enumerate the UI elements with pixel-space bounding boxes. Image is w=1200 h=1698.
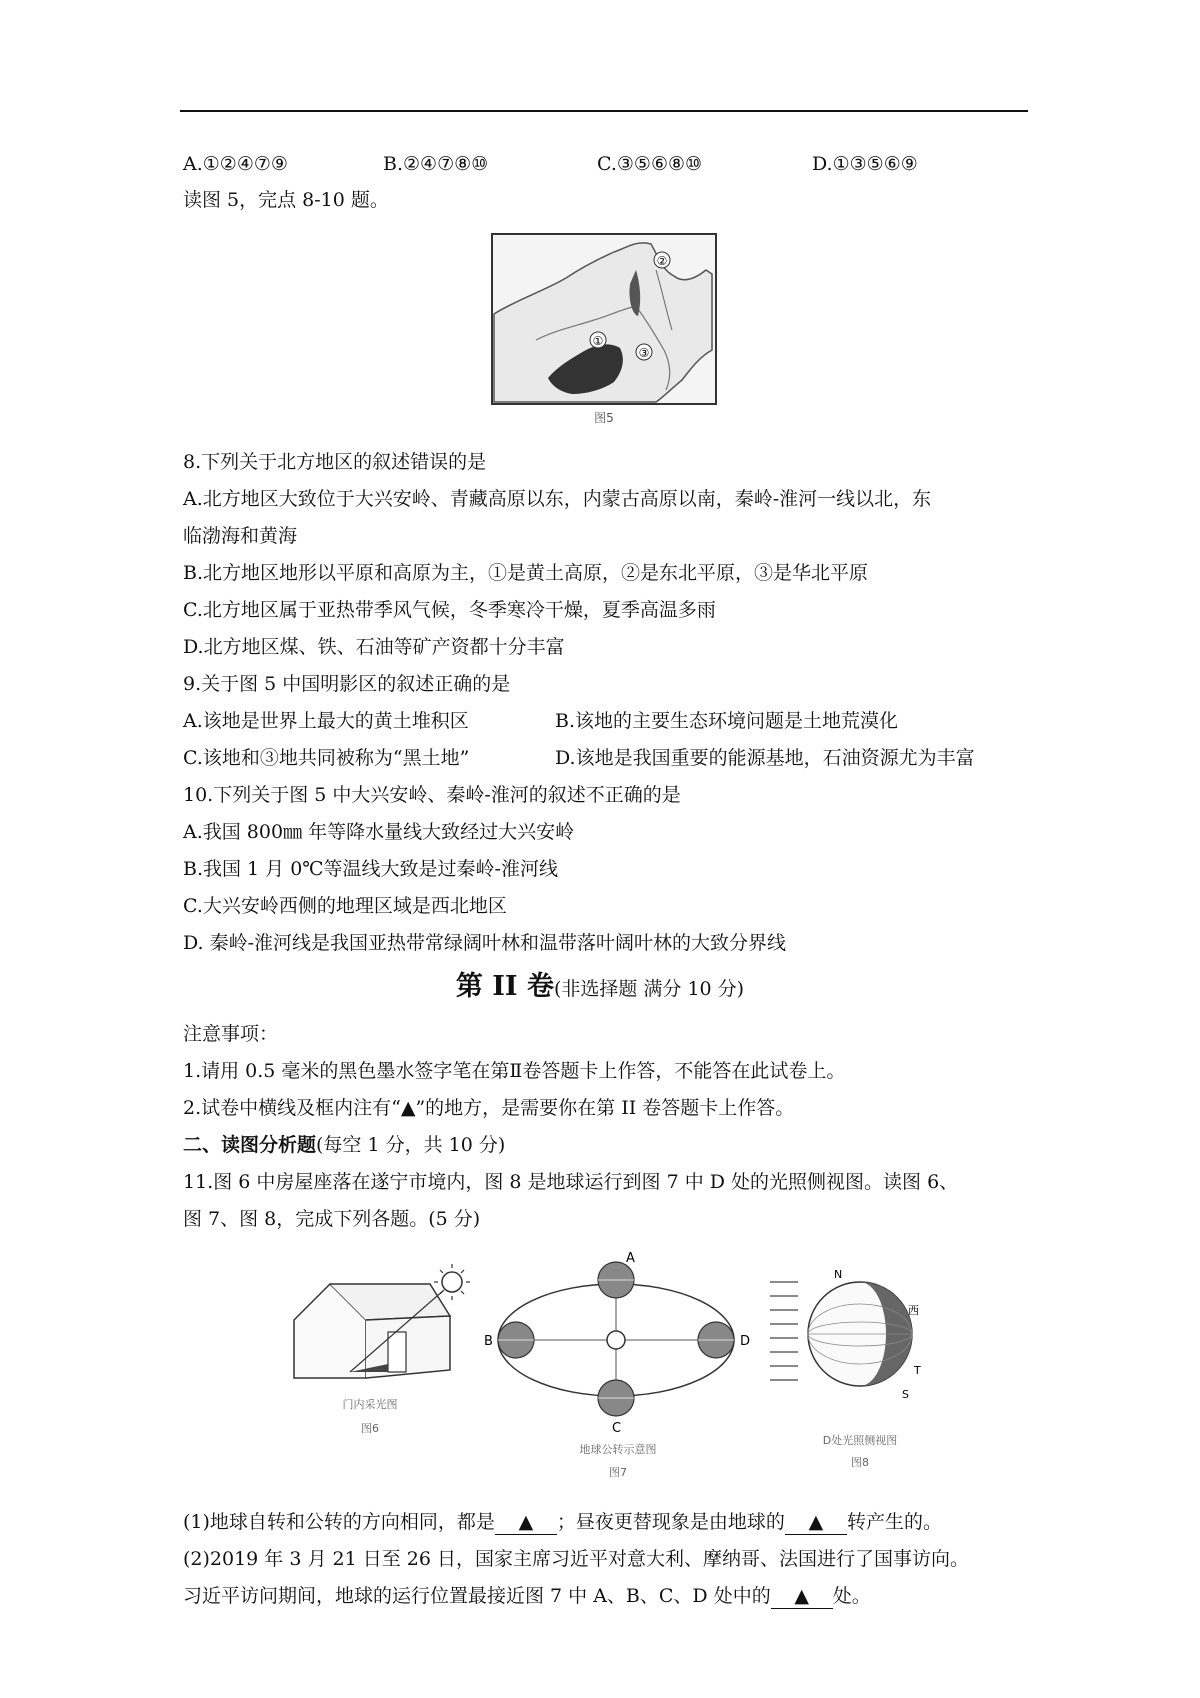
sub-question-2-line2 — [183, 1584, 871, 1609]
option-a: A.①②④⑦⑨ — [183, 153, 288, 175]
q8-option-a-line1: A.北方地区大致位于大兴安岭、青藏高原以东，内蒙古高原以南，秦岭-淮河一线以北，东 — [183, 488, 932, 510]
fig8-mark-west: 西 — [908, 1304, 919, 1317]
note-2: 2.试卷中横线及框内注有“▲”的地方，是需要你在第 II 卷答题卡上作答。 — [183, 1097, 795, 1119]
q9-option-d: D.该地是我国重要的能源基地，石油资源尤为丰富 — [555, 747, 975, 769]
q8-option-b: B.北方地区地形以平原和高原为主，①是黄土高原，②是东北平原，③是华北平原 — [183, 562, 869, 584]
fig6-label: 门内采光图 — [342, 1398, 398, 1411]
fig5-label-1: ② — [656, 254, 668, 268]
fig8-mark-t: T — [914, 1364, 921, 1377]
q8-option-a-line2: 临渤海和黄海 — [183, 525, 298, 547]
sub2-line2b: 处。 — [832, 1585, 871, 1607]
q9-option-c: C.该地和③地共同被称为“黑土地” — [183, 747, 470, 769]
option-c: C.③⑤⑥⑧⑩ — [597, 153, 703, 175]
fig7-point-b: B — [484, 1334, 493, 1349]
section-2-title-big: 第 II 卷 — [455, 971, 554, 1002]
fig5-label-3: ③ — [638, 346, 650, 360]
section-2-title — [0, 964, 1200, 1003]
q9-stem: 9.关于图 5 中国明影区的叙述正确的是 — [183, 673, 511, 695]
sub1-blank-1[interactable]: ▲ — [495, 1510, 557, 1535]
q8-option-c: C.北方地区属于亚热带季风气候，冬季寒冷干燥，夏季高温多雨 — [183, 599, 716, 621]
part-2-heading-rest: (每空 1 分，共 10 分) — [316, 1134, 506, 1156]
q11-line2: 图 7、图 8，完成下列各题。(5 分) — [183, 1208, 481, 1230]
fig5-map — [486, 230, 722, 430]
note-1: 1.请用 0.5 毫米的黑色墨水签字笔在第Ⅱ卷答题卡上作答，不能答在此试卷上。 — [183, 1060, 846, 1082]
sub1-part3: 转产生的。 — [846, 1511, 942, 1533]
fig5-caption: 图5 — [594, 411, 614, 425]
sub1-part1: (1)地球自转和公转的方向相同，都是 — [183, 1511, 495, 1533]
header-rule — [180, 110, 1028, 112]
sub1-part2: ；昼夜更替现象是由地球的 — [556, 1511, 785, 1533]
option-d: D.①③⑤⑥⑨ — [812, 153, 918, 175]
fig7-point-a: A — [626, 1251, 635, 1266]
sub2-blank[interactable]: ▲ — [771, 1584, 833, 1609]
fig8-label: D处光照侧视图 — [822, 1434, 898, 1447]
fig5-intro: 读图 5，完点 8-10 题。 — [183, 189, 389, 211]
fig7-label: 地球公转示意图 — [579, 1443, 657, 1456]
q8-stem: 8.下列关于北方地区的叙述错误的是 — [183, 451, 487, 473]
q9-option-b: B.该地的主要生态环境问题是土地荒漠化 — [555, 710, 899, 732]
fig7-point-d: D — [740, 1334, 751, 1349]
q9-option-a: A.该地是世界上最大的黄土堆积区 — [183, 710, 469, 732]
q10-option-a: A.我国 800㎜ 年等降水量线大致经过大兴安岭 — [183, 821, 575, 843]
q10-option-d: D. 秦岭-淮河线是我国亚热带常绿阔叶林和温带落叶阔叶林的大致分界线 — [183, 932, 787, 954]
fig6-house-diagram — [290, 1260, 480, 1440]
part-2-heading — [183, 1133, 505, 1157]
fig6-caption: 图6 — [361, 1422, 379, 1435]
fig5-label-2: ① — [592, 334, 604, 348]
fig8-mark-s: S — [902, 1388, 909, 1401]
section-2-title-small: (非选择题 满分 10 分) — [553, 978, 745, 1000]
sub-question-1 — [183, 1510, 942, 1535]
q10-stem: 10.下列关于图 5 中大兴安岭、秦岭-淮河的叙述不正确的是 — [183, 784, 681, 806]
q10-option-b: B.我国 1 月 0℃等温线大致是过秦岭-淮河线 — [183, 858, 558, 880]
sub1-blank-2[interactable]: ▲ — [785, 1510, 847, 1535]
q11-line1: 11.图 6 中房屋座落在遂宁市境内，图 8 是地球运行到图 7 中 D 处的光照侧视图。读图 6、 — [183, 1171, 959, 1193]
fig8-mark-n: N — [834, 1268, 843, 1281]
fig8-illumination-diagram — [768, 1262, 928, 1472]
sub2-line2a: 习近平访问期间，地球的运行位置最接近图 7 中 A、B、C、D 处中的 — [183, 1585, 771, 1607]
notes-heading: 注意事项： — [183, 1023, 279, 1045]
part-2-heading-bold: 二、读图分析题 — [183, 1134, 317, 1156]
fig7-point-c: C — [612, 1421, 622, 1436]
q8-option-d: D.北方地区煤、铁、石油等矿产资都十分丰富 — [183, 636, 565, 658]
fig7-orbit-diagram — [478, 1250, 758, 1440]
q10-option-c: C.大兴安岭西侧的地理区域是西北地区 — [183, 895, 507, 917]
fig8-caption: 图8 — [851, 1456, 869, 1469]
sub2-line1: (2)2019 年 3 月 21 日至 26 日，国家主席习近平对意大利、摩纳哥、法国进行了国事访向。 — [183, 1548, 969, 1570]
fig7-caption: 图7 — [609, 1466, 627, 1479]
option-b: B.②④⑦⑧⑩ — [383, 153, 489, 175]
